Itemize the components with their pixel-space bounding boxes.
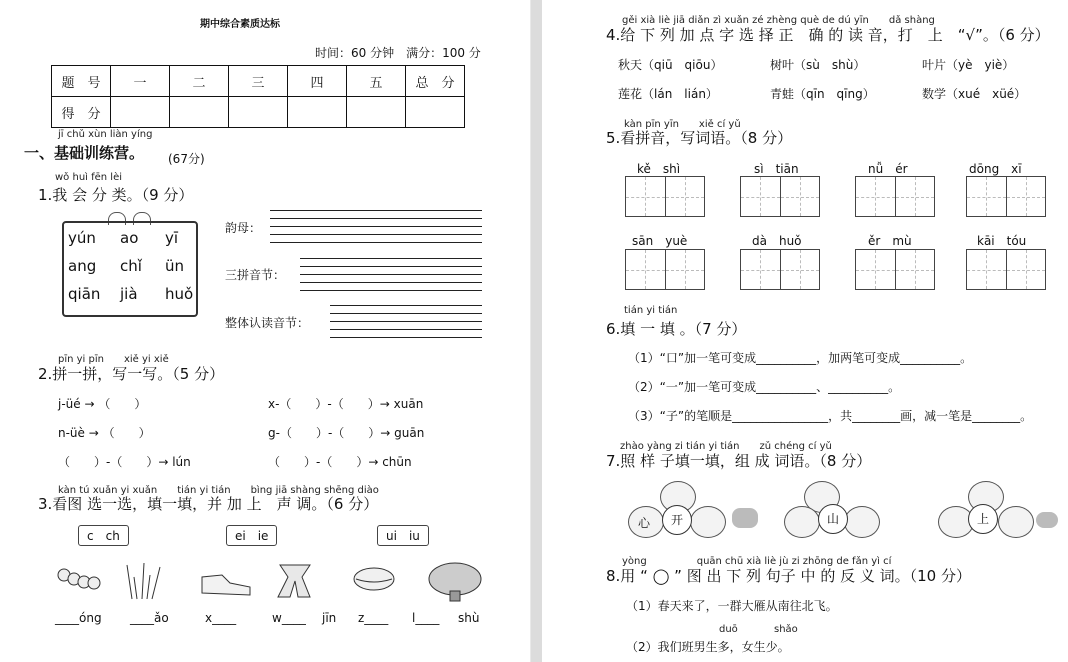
lips-picture (354, 568, 394, 590)
q5-pinyin: kàn pīn yīn xiě cí yǔ (624, 119, 741, 130)
section1-points: (67分) (168, 152, 205, 166)
q3-blank[interactable]: w____ (272, 611, 306, 625)
option-tag: c ch (78, 525, 129, 546)
q3-blank[interactable]: ____ǎo (130, 611, 169, 625)
writing-grid[interactable] (855, 249, 935, 290)
option-tag: ei ie (226, 525, 277, 546)
center-char: 开 (662, 505, 692, 535)
q4-item[interactable]: 莲花（lán lián） (618, 87, 718, 101)
syllable-item: chǐ (120, 257, 142, 275)
rock-icon (1036, 512, 1058, 528)
score-header: 三 (229, 66, 288, 97)
syllable-item: huǒ (165, 285, 194, 303)
q6-line[interactable]: （2）“一”加一笔可变成__________、__________。 (628, 380, 901, 394)
q4-text: 4.给 下 列 加 点 字 选 择 正 确 的 读 音，打 上 “√”。（6 分） (606, 26, 1050, 44)
q4-item[interactable]: 青蛙（qīn qīng） (770, 87, 875, 101)
score-table (51, 65, 465, 128)
score-cell[interactable] (288, 97, 347, 128)
q3-blank[interactable]: jīn (322, 611, 337, 625)
writing-grid[interactable] (740, 249, 820, 290)
q5-text: 5.看拼音，写词语。（8 分） (606, 129, 793, 147)
tree-picture (429, 563, 481, 601)
q3-blank[interactable]: l____ (412, 611, 440, 625)
q1-text: 1.我 会 分 类。（9 分） (38, 186, 194, 204)
label-whole: 整体认读音节： (225, 316, 310, 330)
q8-pinyin: yòng quān chū xià liè jù zi zhōng de fǎn yì cí (622, 556, 892, 567)
writing-grid[interactable] (740, 176, 820, 217)
q3-pictures (52, 557, 492, 605)
q3-blank[interactable]: x____ (205, 611, 237, 625)
q2-text: 2.拼一拼，写一写。（5 分） (38, 365, 225, 383)
answer-lines[interactable] (300, 258, 482, 291)
syllable-item: jià (120, 285, 138, 303)
exam-title: 期中综合素质达标 (200, 19, 280, 30)
score-row-label: 得 分 (52, 97, 111, 128)
q7-text: 7.照 样 子填一填，组 成 词语。（8 分） (606, 452, 872, 470)
left-page (0, 0, 530, 662)
word-pinyin: nǚ ér (868, 162, 908, 176)
q2-item: （ ）-（ ）→ chūn (268, 455, 412, 469)
q4-item[interactable]: 秋天（qiū qiōu） (618, 58, 723, 72)
word-pinyin: dà huǒ (752, 234, 802, 248)
time-info: 时间：60 分钟 满分：100 分 (315, 46, 481, 60)
q4-item[interactable]: 树叶（sù shù） (770, 58, 866, 72)
option-tag: ui iu (377, 525, 429, 546)
score-header: 四 (288, 66, 347, 97)
writing-grid[interactable] (625, 176, 705, 217)
right-page (542, 0, 1068, 662)
center-char: 山 (818, 504, 848, 534)
score-header: 五 (347, 66, 406, 97)
cat-icon (784, 506, 820, 538)
q2-item: g-（ ）-（ ）→ guān (268, 426, 425, 440)
writing-grid[interactable] (625, 249, 705, 290)
q8-text: 8.用 “ ◯ ” 图 出 下 列 句子 中 的 反 义 词。（10 分） (606, 567, 971, 585)
syllable-item: ün (165, 257, 185, 275)
score-cell[interactable] (347, 97, 406, 128)
q6-line[interactable]: （3）“子”的笔顺是________________，共________画，减一笔是________。 (628, 409, 1033, 423)
syllable-item: ang (68, 257, 97, 275)
shoe-picture (202, 575, 250, 595)
word-pinyin: kāi tóu (977, 234, 1027, 248)
score-header: 一 (111, 66, 170, 97)
page-gutter (531, 0, 542, 662)
score-cell[interactable] (406, 97, 465, 128)
q8-sentence[interactable]: （1）春天来了，一群大雁从南往北飞。 (626, 599, 838, 613)
grass-picture (127, 563, 160, 599)
syllable-item: yún (68, 229, 96, 247)
syllable-item: ao (120, 229, 139, 247)
cat-icon (690, 506, 726, 538)
q2-item: n-üè → （ ） (58, 426, 151, 440)
section1-pinyin: jī chǔ xùn liàn yíng (58, 129, 153, 140)
q1-pinyin: wǒ huì fēn lèi (55, 172, 123, 183)
q6-text: 6.填 一 填 。（7 分） (606, 320, 747, 338)
q3-blank[interactable]: shù (458, 611, 480, 625)
q4-item[interactable]: 数学（xué xüé） (922, 87, 1027, 101)
q3-blank[interactable]: ____óng (55, 611, 102, 625)
score-header: 总 分 (406, 66, 465, 97)
q2-item: x-（ ）-（ ）→ xuān (268, 397, 424, 411)
scarf-picture (278, 565, 310, 597)
section1-title: 一、基础训练营。 (24, 144, 145, 162)
q3-pinyin: kàn tú xuǎn yi xuǎn tián yi tián bìng jiā shàng shēng diào (58, 485, 379, 496)
q3-text: 3.看图 选一选，填一填，并 加 上 声 调。（6 分） (38, 495, 379, 513)
q8-sentence[interactable]: （2）我们班男生多，女生少。 (626, 640, 790, 654)
q2-pinyin: pīn yi pīn xiě yi xiě (58, 354, 169, 365)
q8-note: shǎo (774, 624, 798, 635)
score-header: 二 (170, 66, 229, 97)
cat-icon (844, 506, 880, 538)
caterpillar-picture (58, 569, 100, 589)
q6-pinyin: tián yi tián (624, 305, 678, 316)
writing-grid[interactable] (855, 176, 935, 217)
center-char: 上 (968, 504, 998, 534)
answer-lines[interactable] (330, 305, 482, 338)
writing-grid[interactable] (966, 176, 1046, 217)
answer-lines[interactable] (270, 210, 482, 243)
q8-note: duō (719, 624, 738, 635)
word-pinyin: dōng xī (969, 162, 1022, 176)
syllable-item: yī (165, 229, 179, 247)
score-cell[interactable] (111, 97, 170, 128)
label-triple: 三拼音节： (225, 268, 286, 282)
rock-icon (732, 508, 758, 528)
label-finals: 韵母： (225, 221, 262, 235)
cat-char: 心 (638, 516, 651, 530)
q6-line[interactable]: （1）“口”加一笔可变成__________，加两笔可变成__________。 (628, 351, 973, 365)
word-pinyin: ěr mù (868, 234, 912, 248)
word-pinyin: sān yuè (632, 234, 688, 248)
writing-grid[interactable] (966, 249, 1046, 290)
word-pinyin: sì tiān (754, 162, 799, 176)
score-cell[interactable] (170, 97, 229, 128)
q4-item[interactable]: 叶片（yè yiè） (922, 58, 1015, 72)
q4-pinyin: gěi xià liè jiā diǎn zì xuǎn zé zhèng què de dú yīn dǎ shàng (622, 15, 935, 26)
syllable-item: qiān (68, 285, 101, 303)
score-header: 题 号 (52, 66, 111, 97)
q2-item: j-üé → （ ） (58, 397, 147, 411)
q2-item: （ ）-（ ）→ lún (58, 455, 191, 469)
score-cell[interactable] (229, 97, 288, 128)
q3-blank[interactable]: z____ (358, 611, 389, 625)
word-pinyin: kě shì (637, 162, 681, 176)
q7-pinyin: zhào yàng zi tián yi tián zǔ chéng cí yǔ (620, 441, 832, 452)
cat-icon (998, 506, 1034, 538)
